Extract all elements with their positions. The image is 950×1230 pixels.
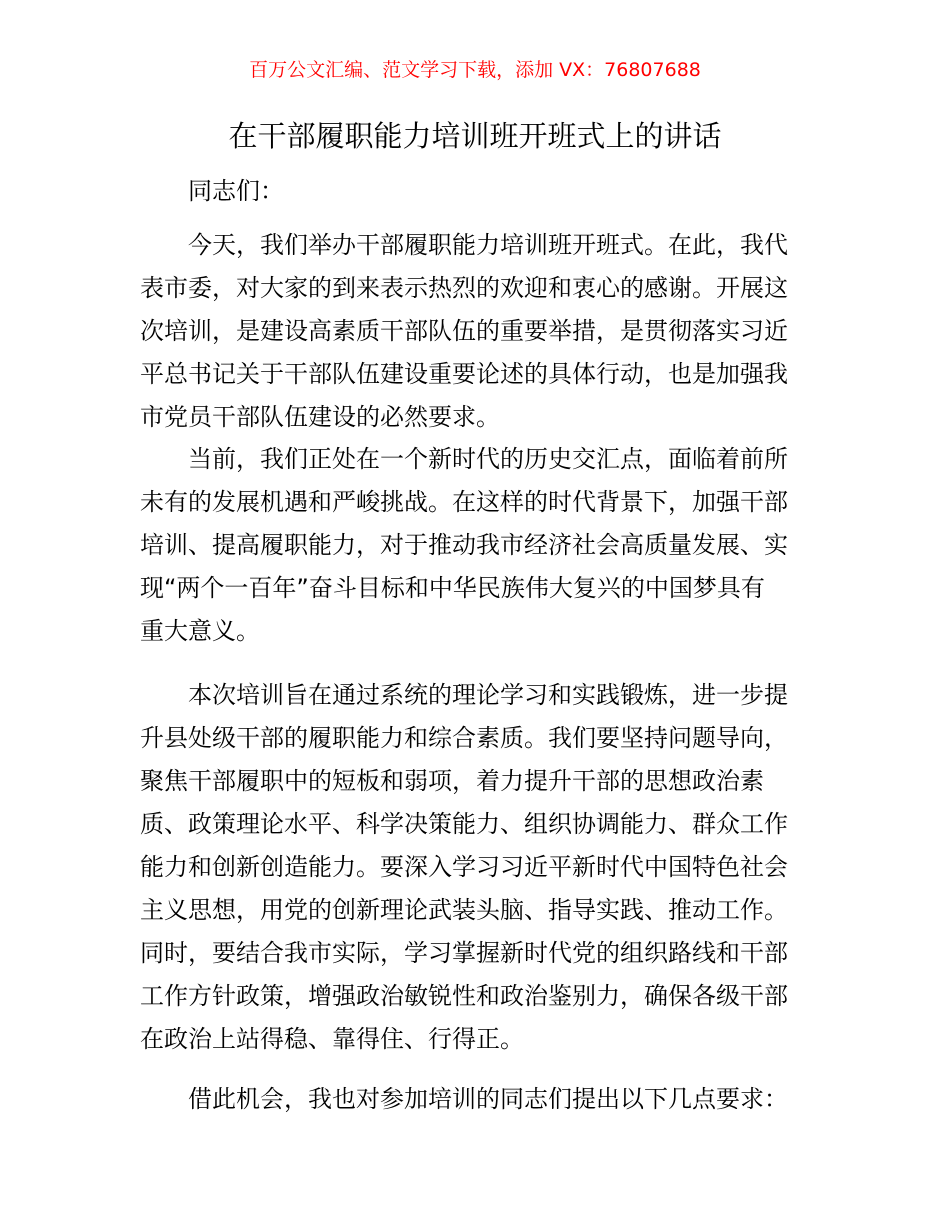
paragraph-2: [140, 438, 820, 653]
paragraph-line: 现“两个一百年”奋斗目标和中华民族伟大复兴的中国梦具有: [140, 574, 765, 602]
paragraph-line: 本次培训旨在通过系统的理论学习和实践锻炼，进一步提: [188, 681, 788, 709]
paragraph-4: [140, 1078, 820, 1121]
paragraph-line: 聚焦干部履职中的短板和弱项，着力提升干部的思想政治素: [140, 767, 764, 795]
paragraph-1: [140, 224, 820, 439]
greeting: [140, 170, 820, 213]
paragraph-line: 市党员干部队伍建设的必然要求。: [140, 403, 500, 431]
watermark-header: 百万公文汇编、范文学习下载，添加 VX：76807688: [249, 59, 701, 81]
paragraph-line: 升县处级干部的履职能力和综合素质。我们要坚持问题导向，: [140, 724, 788, 752]
paragraph-line: 借此机会，我也对参加培训的同志们提出以下几点要求：: [188, 1085, 788, 1113]
paragraph-line: 培训、提高履职能力，对于推动我市经济社会高质量发展、实: [140, 531, 788, 559]
paragraph-line: 工作方针政策，增强政治敏锐性和政治鉴别力，确保各级干部: [140, 982, 788, 1010]
paragraph-line: 次培训，是建设高素质干部队伍的重要举措，是贯彻落实习近: [140, 317, 788, 345]
paragraph-line: 在政治上站得稳、靠得住、行得正。: [140, 1025, 524, 1053]
document-title: 在干部履职能力培训班开班式上的讲话: [228, 119, 722, 153]
paragraph-line: 未有的发展机遇和严峻挑战。在这样的时代背景下，加强干部: [140, 488, 788, 516]
paragraph-line: 当前，我们正处在一个新时代的历史交汇点，面临着前所: [188, 445, 788, 473]
paragraph-line: 今天，我们举办干部履职能力培训班开班式。在此，我代: [188, 231, 788, 259]
greeting-line: 同志们：: [188, 177, 284, 205]
paragraph-line: 主义思想，用党的创新理论武装头脑、指导实践、推动工作。: [140, 896, 788, 924]
paragraph-line: 质、政策理论水平、科学决策能力、组织协调能力、群众工作: [140, 810, 788, 838]
paragraph-line: 平总书记关于干部队伍建设重要论述的具体行动，也是加强我: [140, 360, 788, 388]
paragraph-line: 能力和创新创造能力。要深入学习习近平新时代中国特色社会: [140, 853, 788, 881]
paragraph-line: 重大意义。: [140, 617, 260, 645]
paragraph-3: [140, 674, 820, 1061]
paragraph-line: 同时，要结合我市实际，学习掌握新时代党的组织路线和干部: [140, 939, 788, 967]
paragraph-line: 表市委，对大家的到来表示热烈的欢迎和衷心的感谢。开展这: [140, 274, 788, 302]
